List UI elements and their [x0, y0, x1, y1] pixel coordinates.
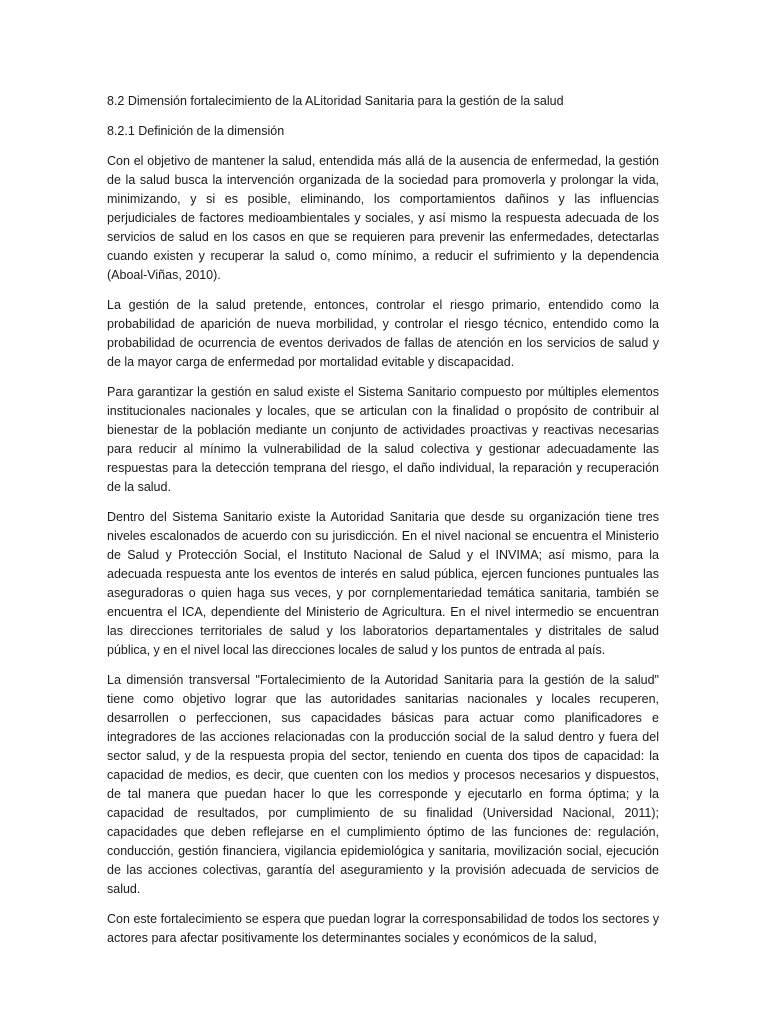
paragraph-5: La dimensión transversal "Fortalecimiento de la Autoridad Sanitaria para la gestión de la salud" tiene como objetivo lograr que las autoridades sanitarias nacionales y locales recuperen, desarrollen o perfeccionen, sus capacidades básicas para actuar como planificadores e integradores de las acciones relacionadas con la producción social de la salud dentro y fuera del sector salud, y de la respuesta propia del sector, teniendo en cuenta dos tipos de capacidad: la capacidad de medios, es decir, que cuenten con los medios y procesos necesarios y dispuestos, de tal manera que puedan hacer lo que les corresponde y ejecutarlo en forma óptima; y la capacidad de resultados, por cumplimiento de su finalidad (Universidad Nacional, 2011); capacidades que deben reflejarse en el cumplimiento óptimo de las funciones de: regulación, conducción, gestión financiera, vigilancia epidemiológica y sanitaria, movilización social, ejecución de las acciones colectivas, garantía del aseguramiento y la provisión adecuada de servicios de salud.: [107, 673, 659, 896]
paragraph-6: Con este fortalecimiento se espera que puedan lograr la corresponsabilidad de todos los sectores y actores para afectar positivamente los determinantes sociales y económicos de la salud,: [107, 912, 659, 945]
paragraph-2: La gestión de la salud pretende, entonces, controlar el riesgo primario, entendido como la probabilidad de aparición de nueva morbilidad, y controlar el riesgo técnico, entendido como la probabilidad de ocurrencia de eventos derivados de fallas de atención en los servicios de salud y de la mayor carga de enfermedad por mortalidad evitable y discapacidad.: [107, 298, 659, 369]
subsection-heading: 8.2.1 Definición de la dimensión: [107, 124, 285, 138]
paragraph-4: Dentro del Sistema Sanitario existe la Autoridad Sanitaria que desde su organización tiene tres niveles escalonados de acuerdo con su jurisdicción. En el nivel nacional se encuentra el Ministerio de Salud y Protección Social, el Instituto Nacional de Salud y el INVIMA; así mismo, para la adecuada respuesta ante los eventos de interés en salud pública, ejercen funciones puntuales las aseguradoras o quien haga sus veces, y por cornplementariedad temática sanitaria, también se encuentra el ICA, dependiente del Ministerio de Agricultura. En el nivel intermedio se encuentran las direcciones territoriales de salud y los laboratorios departamentales y distritales de salud pública, y en el nivel local las direcciones locales de salud y los puntos de entrada al país.: [107, 510, 659, 657]
paragraph-3: Para garantizar la gestión en salud existe el Sistema Sanitario compuesto por múltiples elementos institucionales nacionales y locales, que se articulan con la finalidad o propósito de contribuir al bienestar de la población mediante un conjunto de actividades proactivas y reactivas necesarias para reducir al mínimo la vulnerabilidad de la salud colectiva y gestionar adecuadamente las respuestas para la detección temprana del riesgo, el daño individual, la reparación y recuperación de la salud.: [107, 385, 659, 494]
section-heading: 8.2 Dimensión fortalecimiento de la ALitoridad Sanitaria para la gestión de la salud: [107, 94, 564, 108]
paragraph-1: Con el objetivo de mantener la salud, entendida más allá de la ausencia de enfermedad, la gestión de la salud busca la intervención organizada de la sociedad para promoverla y prolongar la vida, minimizando, y si es posible, eliminando, los comportamientos dañinos y las influencias perjudiciales de factores medioambientales y sociales, y así mismo la respuesta adecuada de los servicios de salud en los casos en que se requieren para prevenir las enfermedades, detectarlas cuando existen y recuperar la salud o, como mínimo, a reducir el sufrimiento y la dependencia (Aboal-Viñas, 2010).: [107, 154, 659, 282]
document-body: [107, 92, 659, 959]
